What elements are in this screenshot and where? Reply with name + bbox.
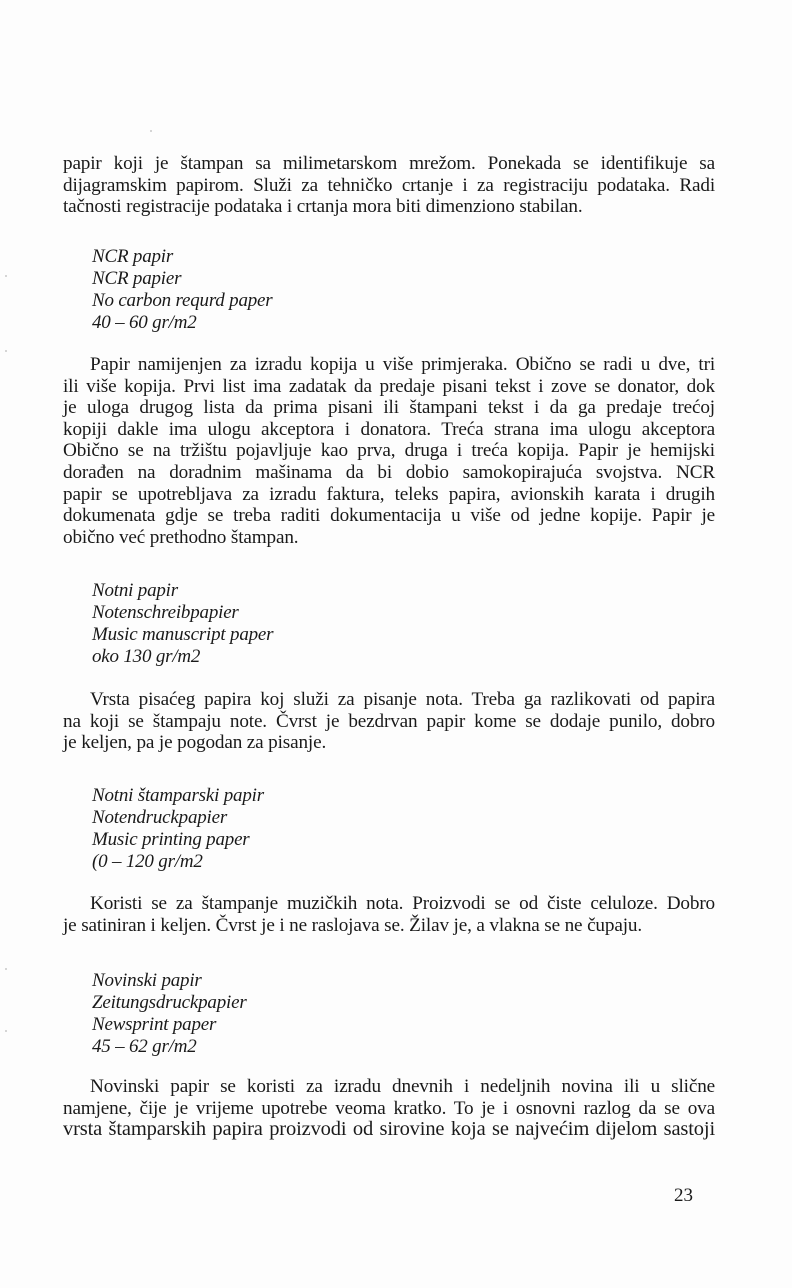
scan-speck	[5, 1030, 7, 1032]
text-line: Novinski papir se koristi za izradu dnevnih i nedeljnih novina ili u slične	[90, 1076, 715, 1097]
entry-name-local: Notni štamparski papir	[92, 785, 264, 806]
text-line: papir se upotrebljava za izradu faktura, teleks papira, avionskih karata i drugih	[63, 483, 715, 505]
entry-name-local: NCR papir	[92, 246, 174, 267]
text-line: tačnosti registracije podataka i crtanja mora biti dimenziono stabilan.	[63, 196, 583, 218]
entry-heading-novinski	[92, 970, 247, 1058]
entry-name-german: Notenschreibpapier	[92, 602, 239, 623]
text-line: papir koji je štampan sa milimetarskom mrežom. Ponekada se identifikuje sa	[63, 153, 715, 174]
text-line: dokumenata gdje se treba raditi dokumentacija u više od jedne kopije. Papir je	[63, 505, 715, 527]
entry-name-german: Zeitungsdruckpapier	[92, 992, 247, 1013]
text-line: dijagramskim papirom. Služi za tehničko crtanje i za registraciju podataka. Radi	[63, 174, 715, 196]
text-line: Vrsta pisaćeg papira koj služi za pisanje nota. Treba ga razlikovati od papira	[90, 689, 715, 710]
entry-name-english: No carbon requrd paper	[92, 290, 273, 311]
text-line: Papir namijenjen za izradu kopija u više primjeraka. Obično se radi u dve, tri	[90, 354, 715, 375]
entry-name-local: Novinski papir	[92, 970, 202, 991]
entry-name-english: Music printing paper	[92, 829, 250, 850]
entry-name-english: Newsprint paper	[92, 1014, 217, 1035]
entry-weight: 40 – 60 gr/m2	[92, 312, 197, 333]
entry-name-english: Music manuscript paper	[92, 624, 274, 645]
entry-weight: 45 – 62 gr/m2	[92, 1036, 197, 1057]
text-line: na koji se štampaju note. Čvrst je bezdrvan papir kome se dodaje punilo, dobro	[63, 710, 715, 732]
text-line: dorađen na doradnim mašinama da bi dobio samokopirajuća svojstva. NCR	[63, 461, 715, 483]
entry-name-german: Notendruckpapier	[92, 807, 228, 828]
text-line: je uloga drugog lista da prima pisani ili štampani tekst i da ga predaje trećoj	[63, 397, 715, 419]
entry-description-notni	[63, 689, 715, 754]
entry-weight: (0 – 120 gr/m2	[92, 851, 203, 872]
text-line: Koristi se za štampanje muzičkih nota. Proizvodi se od čiste celuloze. Dobro	[90, 893, 715, 914]
intro-paragraph	[63, 153, 715, 218]
page-number: 23	[674, 1185, 693, 1206]
text-line: je keljen, pa je pogodan za pisanje.	[63, 732, 327, 754]
text-line: kopiji dakle ima ulogu akceptora i donatora. Treća strana ima ulogu akceptora	[63, 418, 715, 440]
entry-description-novinski	[63, 1076, 715, 1141]
text-line: je satiniran i keljen. Čvrst je i ne raslojava se. Žilav je, a vlakna se ne čupaju.	[63, 914, 642, 936]
text-line: obično već prethodno štampan.	[63, 526, 299, 548]
scan-speck	[5, 275, 7, 277]
entry-heading-notni	[92, 580, 273, 668]
entry-name-german: NCR papier	[92, 268, 182, 289]
entry-name-local: Notni papir	[92, 580, 178, 601]
entry-weight: oko 130 gr/m2	[92, 646, 201, 667]
scan-speck	[150, 130, 152, 132]
text-line: namjene, čije je vrijeme upotrebe veoma kratko. To je i osnovni razlog da se ova	[63, 1097, 715, 1119]
scan-speck	[5, 968, 7, 970]
text-line: vrsta štamparskih papira proizvodi od sirovine koja se najvećim dijelom sastoji	[63, 1118, 715, 1141]
entry-heading-notni-stamparski	[92, 785, 264, 873]
text-line: Obično se na tržištu pojavljuje kao prva, druga i treća kopija. Papir je hemijski	[63, 440, 715, 462]
text-line: ili više kopija. Prvi list ima zadatak da predaje pisani tekst i zove se donator, dok	[63, 375, 715, 397]
entry-heading-ncr	[92, 246, 273, 334]
entry-description-notni-stamparski	[63, 893, 715, 936]
entry-description-ncr	[63, 354, 715, 548]
scan-speck	[5, 350, 7, 352]
